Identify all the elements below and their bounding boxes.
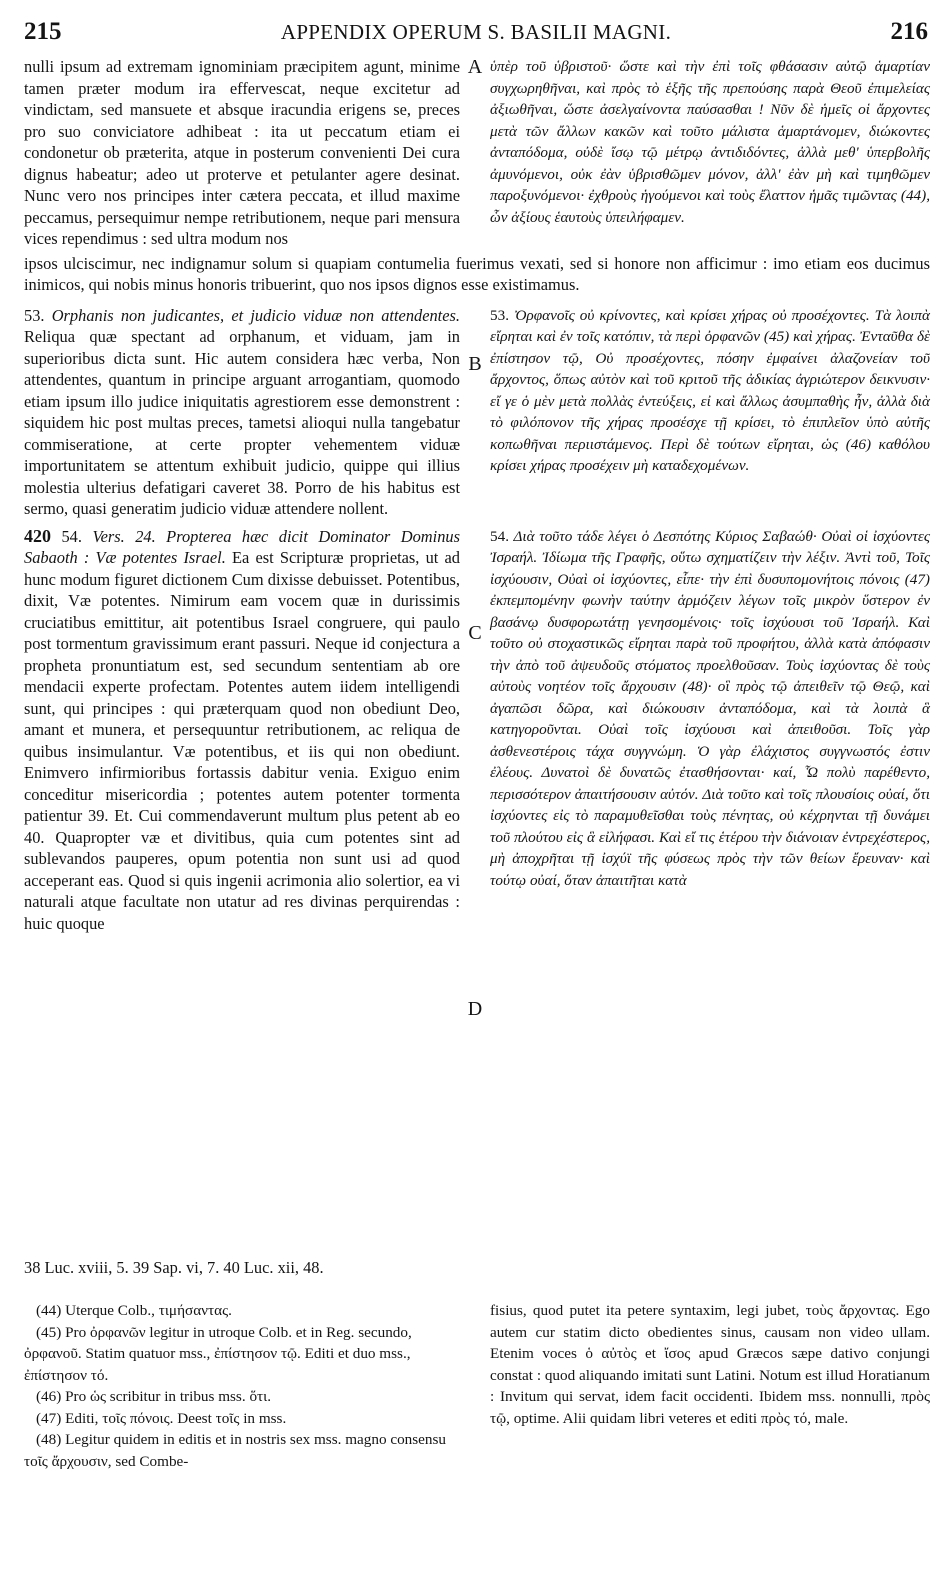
greek-column-a: ὑπὲρ τοῦ ὑβριστοῦ· ὥστε καὶ τὴν ἐπὶ τοῖς φθάσασιν αὐτῷ ἁμαρτίαν συγχωρηθῆναι, καὶ πρὸς τὸ ἑξῆς τῆς πρεπούσης παρὰ Θεοῦ ἐπιμελείας ἀξιωθῆναι, ὥστε ἀσελγαίνοντα παύσασθαι ! Νῦν δὲ ἡμεῖς οἱ ἄρχοντες μετὰ τῶν ἄλλων κακῶν καὶ τοῦτο μάλιστα ἁμαρτάνομεν, διώκοντες ἀνταπόδομα, οὐδὲ ἴσῳ τῷ μέτρῳ ἀντιδιδόντες, ἀλλὰ μεθ' ὑπερβολῆς ἀμυνόμενοι, οὐκ ἐὰν ὑβρισθῶμεν μόνον, ἀλλ' ἐὰν μὴ καὶ τιμηθῶμεν παροξυνόμενοι· ἐχθροὺς ἡγούμενοι καὶ τοὺς ἔλαττον ἡμᾶς τιμῶντας (44), ὧν ἀξίους ἑαυτοὺς ὑπειλήφαμεν. [490, 58, 930, 226]
section-a [24, 56, 930, 250]
section-53 [24, 305, 930, 520]
section-heading-54: Vers. 24. Propterea hæc dicit Dominator Dominus Sabaoth : Væ potentes Israel. [24, 526, 460, 567]
margin-letter-b: B [468, 352, 482, 375]
footnotes [24, 1300, 930, 1472]
footnote-44: (44) Uterque Colb., τιμήσαντας. [36, 1302, 232, 1319]
latin-column-a: nulli ipsum ad extremam ignominiam præcipitem agunt, minime tamen præter modum ira effervescat, neque excitetur ad vindictam, sed mansuete et absque iracundia erigens se, preces pro suo conviciatore adhibeat : ita ut peccatum etiam ei condonetur ob præterita, atque in posterum convenienti Dei cura dignus habeatur; adeo ut proterve et petulanter agere desinat. Nunc vero nos principes inter cætera peccata, et illud maxime peccamus, persequimur nempe retributionem, neque pari mensura vices rependimus : sed ultra modum nos [24, 57, 460, 248]
greek-text-54: Διὰ τοῦτο τάδε λέγει ὁ Δεσπότης Κύριος Σαβαώθ· Οὐαὶ οἱ ἰσχύοντες Ἰσραήλ. Ἰδίωμα τῆς Γραφῆς, οὕτω σχηματίζειν τὴν λέξιν. Ἀντὶ τοῦ, Τοῖς ἰσχύουσιν, Οὐαὶ οἱ ἰσχύοντες, εἶπε· τὴν ἐπὶ δυσυπομονήτοις πόνοις (47) ἐκπεμπομένην φωνὴν ταύτην ἁρμόζειν λέγων τοῖς μικρὸν ὕστερον ἐν βασάνῳ δυσφορωτάτῃ γενησομένοις· τοῖς ἰσχύουσι τοῦ Ἰσραήλ. Καὶ τοῦτο οὐ στοχαστικῶς εἴρηται παρὰ τοῦ προφήτου, ἀλλὰ κατὰ ἀπόφασιν τὴν ἀπὸ τοῦ ἀψευδοῦς στόματος προελθοῦσαν. Τοὺς ἰσχύοντας δὲ τοὺς αὐτοὺς νοητέον τοῖς ἄρχουσιν (48)· οἳ πρὸς τῷ ἀπειθεῖν τῷ Θεῷ, καὶ ἀγαπῶσι δῶρα, καὶ διώκουσιν ἀνταπόδομα, καὶ τὰ λοιπὰ ἃ κατηγοροῦνται. Οὐαὶ τοῖς ἰσχύουσι καὶ ἀπειθοῦσι. Τοῖς γὰρ ἀσθενεστέροις τάχα συγγνώμη. Ὁ γὰρ ἐλάχιστος συγγνωστός ἐστιν ἐλέους. Δυνατοὶ δὲ δυνατῶς ἐτασθήσονται· καί, Ὧ πολὺ παρέθεντο, περισσότερον ἀπαιτήσουσιν αὐτόν. Διὰ τοῦτο καὶ τοῖς πλουσίοις οὐαί, ὅτι ἰσχύοντες εἰς τὸ παραμυθεῖσθαι τοὺς πένητας, οὐ κέχρηνται τῇ δυνάμει τοῦ πλούτου εἰς ἃ εἰλήφασι. Καὶ εἴ τις ἑτέρου τὴν διάνοιαν ἐντρεχέστερος, μὴ ἀποχρῆται τῇ ἰσχύϊ τῆς φύσεως πρὸς τὴν τῶν θείων ἔρευναν· καὶ τούτῳ οὐαί, ὅταν ἀπαιτῆται κατὰ [490, 527, 930, 889]
latin-text-54: Ea est Scripturæ proprietas, ut ad hunc modum figuret dictionem Cum dixisse debuisset. Potentibus, dixit, Væ potentes. Nimirum eam vocem quæ in durissimis cruciatibus emittitur, ait potentibus Israel congruere, qui paulo post tormentum gravissimum erant passuri. Neque id conjectura a propheta pronuntiatum est, sed secundum sententiam ab ore mendacii experte profectam. Potentes autem iidem intelligendi sunt, qui principes : qui præterquam quod non obediunt Deo, amant et munera, et persequuntur retributionem, ac reliqua de quibus insimulantur. Væ potentibus, et iis qui non obediunt. Enimvero infirmioribus fortassis dabitur venia. Exiguo enim conceditur misericordia ; potentes autem potenter tormenta patientur 39. Et. Cui commendaverunt multum plus petent ab eo 40. Quapropter væ et divitibus, quia cum potentes sint ad sublevandos pauperes, opum potentia non sunt usi ad quod acceperant eas. Quod si quis ingenii acrimonia alio solertior, ea vi naturali atque facultate non utatur ad res divinas perquirendas : huic quoque [24, 548, 460, 933]
latin-column-54 [24, 526, 460, 935]
footnotes-right: fisius, quod putet ita petere syntaxim, legi jubet, τοὺς ἄρχοντας. Ego autem cur statim dicto obedientes sinus, causam non video ullam. Etenim voces ὁ αὐτὸς et ἴσος apud Græcos sæpe dativo conjungi constat : quod aliquando imitati sunt Latini. Notum est illud Horatianum : Invitum qui servat, idem facit occidenti. Ibidem mss. nonnulli, πρὸς τῷ, optime. Alii quidam libri veteres et editi πρὸς τό, male. [490, 1302, 930, 1427]
section-number-54: 54. [61, 526, 82, 546]
running-title: APPENDIX OPERUM S. BASILII MAGNI. [280, 20, 672, 44]
section-54 [24, 525, 930, 1020]
bridge-paragraph: ipsos ulciscimur, nec indignamur solum si quapiam contumelia fuerimus vexati, sed si honore non afficimur : imo etiam eos ducimus inimicos, qui nobis minus honoris tribuerint, quo nos ipsos dignos esse existimamus. [24, 253, 930, 294]
footnote-45: (45) Pro ὀρφανῶν legitur in utroque Colb. et in Reg. secundo, ὀρφανοῦ. Statim quatuor mss., ἐπίστησον τῷ. Editi et duo mss., ἐπίστησον τό. [24, 1323, 412, 1384]
latin-text-53: Reliqua quæ spectant ad orphanum, et viduam, jam in superioribus dicta sunt. Hic autem considera hæc verba, Non attendentes, quantum in principe arguant arrogantiam, quomodo etiam ipsum illo judice iniquitatis agrestiorem esse demonstrent : siquidem hic post multas preces, tametsi alioqui nulla tangebatur commiseratione, at certe propter vehementem viduæ importunitatem se attentum exhibuit judicio, quippe qui illius molestia ulterius defatigari caveret 38. Porro de his habitus est sermo, quasi generatim judicio viduæ attendere nollent. [24, 327, 460, 518]
old-page-marker: 420 [24, 525, 51, 546]
margin-letter-d: D [467, 997, 483, 1020]
greek-column-54 [490, 526, 930, 892]
footnotes-left [24, 1300, 466, 1472]
greek-text-53: Ὀρφανοῖς οὐ κρίνοντες, καὶ κρίσει χήρας οὐ προσέχοντες. Τὰ λοιπὰ εἴρηται καὶ ἐν τοῖς κατόπιν, τὰ περὶ ὀρφανῶν (45) καὶ χήρας. Ἐνταῦθα δὲ ἐπίστησον τῷ, Οὐ προσέχοντες, πόσην ἐμφαίνει ἀλαζονείαν τοῦ ἄρχοντος, ὅπως αὐτὸν καὶ τοῦ κριτοῦ τῆς ἀδικίας ἀγριώτερον δεικνυσιν· εἴ γε ὁ μὲν μετὰ πολλὰς ἐντεύξεις, εἰ καὶ ἄλλως ἀσυμπαθὴς ἦν, ἀλλὰ διὰ τὸ φιλόπονον τῆς χήρας προσέσχε τῇ κρίσει, τὸ ἐπιπλεῖον ὑπὸ αὐτῆς κοπωθῆναι περιιστάμενος. Περὶ δὲ τούτων εἴρηται, ὡς (46) καθόλου κρίσει χήρας προσέχειν μὴ καταδεχομένων. [490, 306, 931, 474]
main-text [24, 56, 931, 1020]
footnote-48: (48) Legitur quidem in editis et in nostris sex mss. magno consensu τοῖς ἄρχουσιν, sed Combe- [24, 1431, 447, 1470]
scripture-references: 38 Luc. xviii, 5. 39 Sap. vi, 7. 40 Luc. xii, 48. [24, 1258, 324, 1277]
page-number-left: 215 [24, 18, 62, 45]
page-number-right: 216 [890, 18, 928, 45]
greek-column-53 [490, 305, 930, 477]
greek-section-number-53: 53. [490, 306, 509, 324]
section-number-53: 53. [24, 305, 45, 325]
margin-letter-a: A [467, 56, 483, 78]
section-heading-53: Orphanis non judicantes, et judicio viduæ non attendentes. [51, 305, 460, 325]
greek-section-number-54: 54. [490, 527, 509, 545]
page-header [24, 18, 928, 52]
margin-letter-c: C [468, 621, 482, 644]
latin-column-53 [24, 305, 460, 520]
footnote-46: (46) Pro ὡς scribitur in tribus mss. ὅτι. [36, 1388, 272, 1405]
footnote-47: (47) Editi, τοῖς πόνοις. Deest τοῖς in mss. [36, 1409, 287, 1427]
